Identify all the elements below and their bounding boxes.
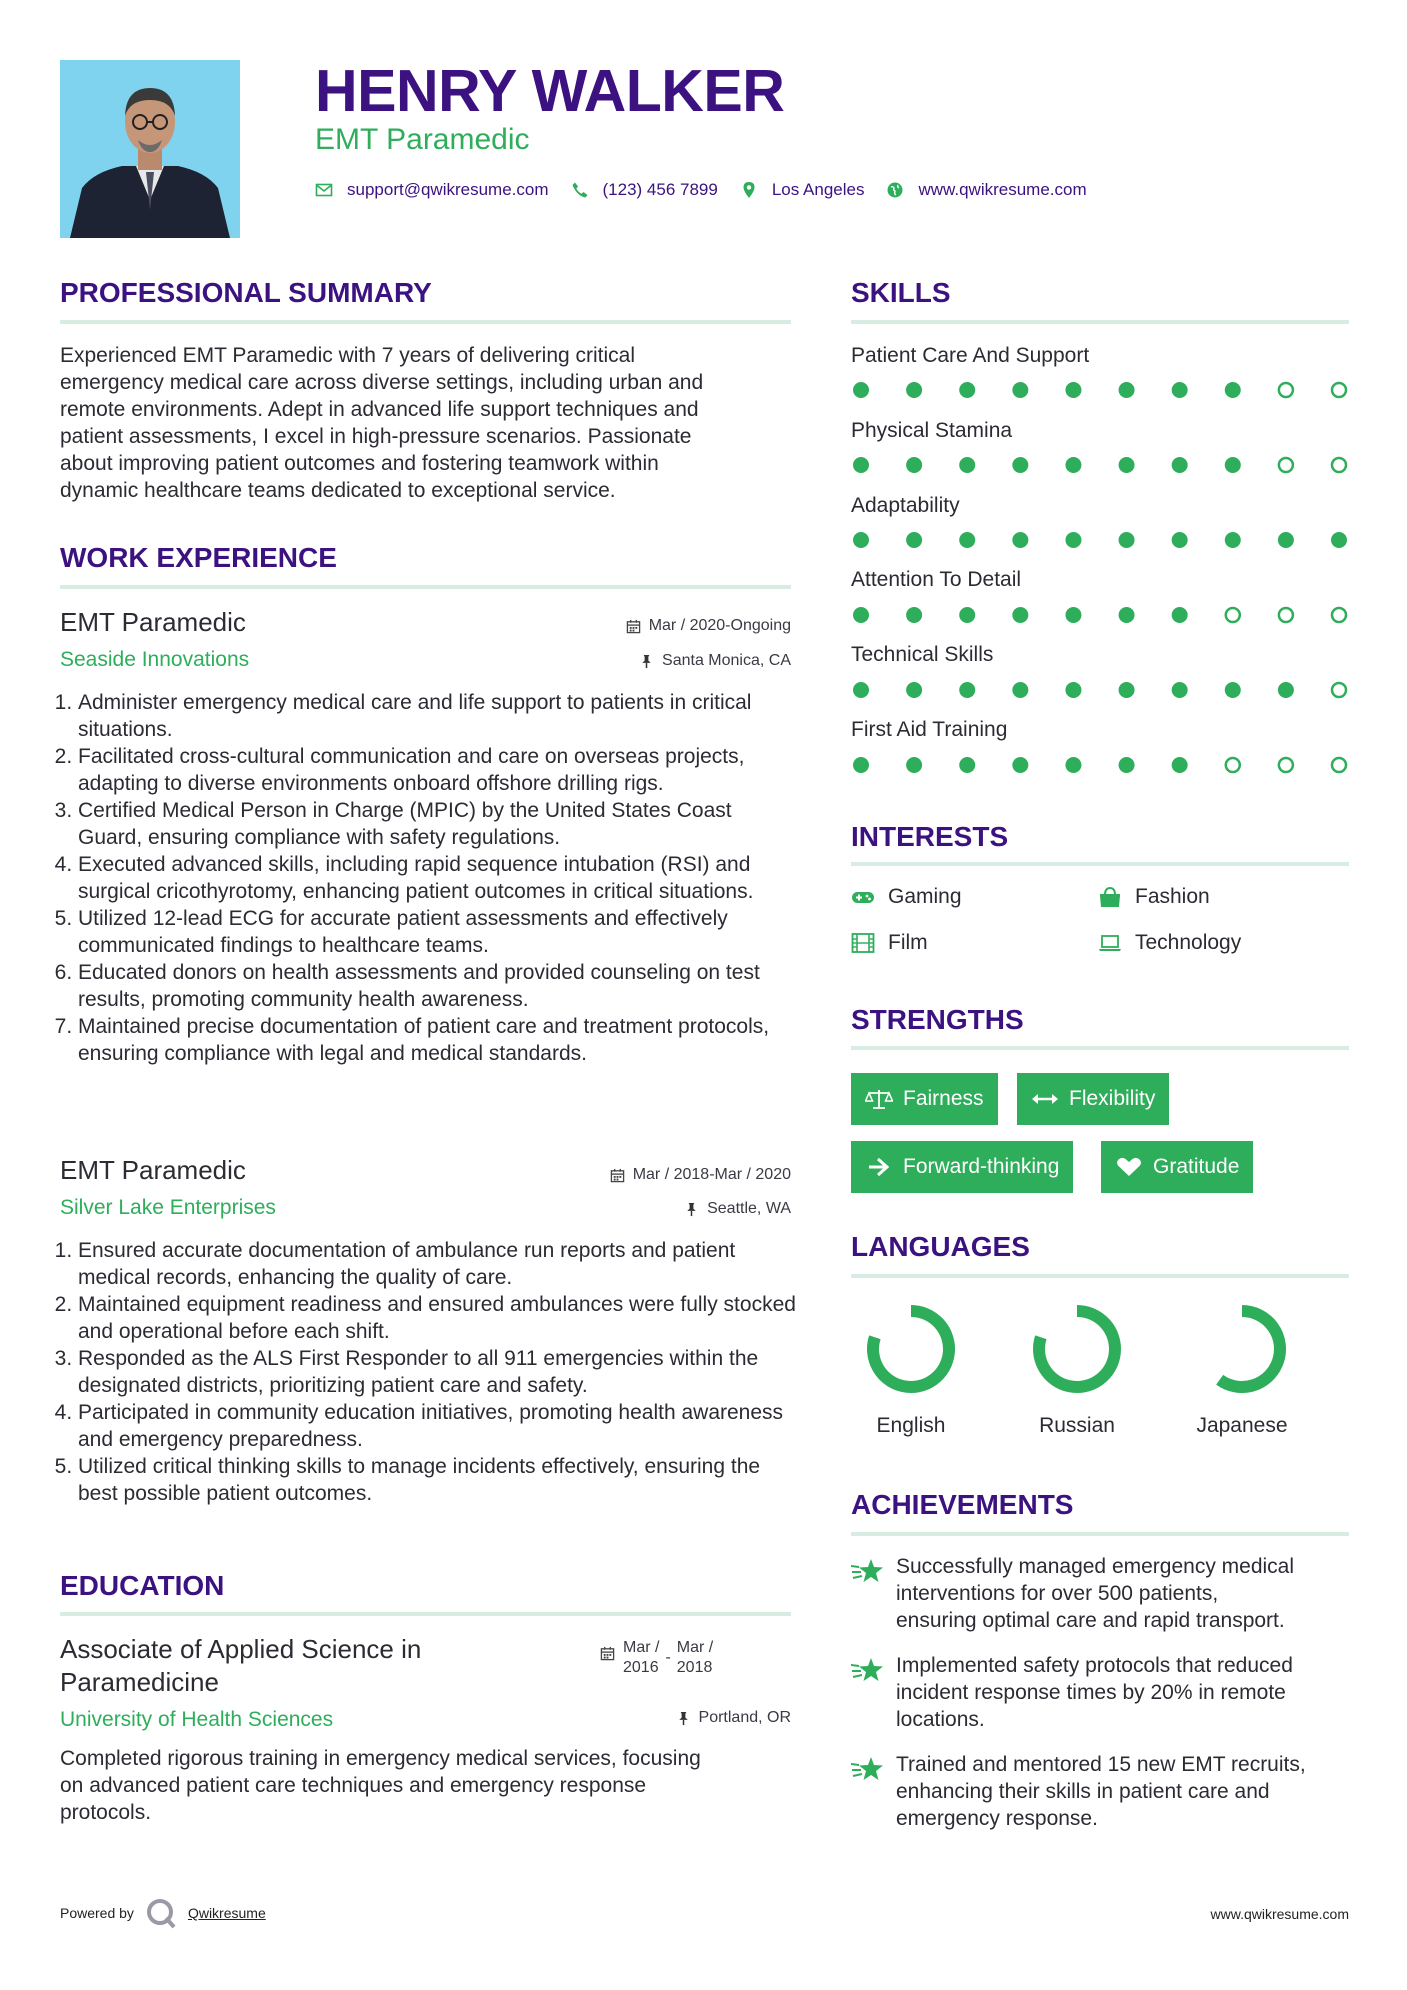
- list-item: 2. Facilitated cross-cultural communication and care on overseas projects, adapting to diverse environments onboard offshore drilling rigs.: [78, 743, 800, 797]
- achievement-line: incident response times by 20% in remote: [896, 1681, 1286, 1704]
- achievement-line: ensuring optimal care and rapid transport.: [896, 1609, 1285, 1632]
- job-title: EMT Paramedic: [60, 607, 246, 637]
- qwikresume-logo-icon: [144, 1896, 178, 1930]
- skill-dot-filled: [1012, 457, 1028, 473]
- strength-badge: [1017, 1073, 1169, 1125]
- contact-phone[interactable]: [571, 180, 718, 200]
- list-item: 6. Educated donors on health assessments and provided counseling on test results, promoting community health awareness.: [78, 959, 800, 1013]
- skill-dot-filled: [959, 607, 975, 623]
- education-line: on advanced patient care techniques and emergency response: [60, 1774, 647, 1797]
- phone-text: (123) 456 7899: [602, 180, 718, 199]
- skill-rating-dots: [851, 679, 1349, 701]
- achievement-line: enhancing their skills in patient care and: [896, 1780, 1270, 1803]
- skill-dot-filled: [1119, 757, 1135, 773]
- skill-dot-filled: [1065, 682, 1081, 698]
- skill-dot-empty: [1279, 608, 1293, 622]
- interest-item: [1098, 929, 1241, 956]
- achievement-line: interventions for over 500 patients,: [896, 1582, 1219, 1605]
- language-proficiency-arc: [873, 1311, 949, 1387]
- summary-line: remote environments. Adept in advanced life support techniques and: [60, 398, 699, 421]
- education-heading: EDUCATION: [60, 1570, 225, 1601]
- calendar-icon: [626, 619, 641, 634]
- skill-dot-filled: [1225, 682, 1241, 698]
- list-item: 1. Ensured accurate documentation of ambulance run reports and patient medical records, enhancing the quality of care.: [78, 1237, 800, 1291]
- interest-label: Film: [888, 931, 928, 954]
- achievements-divider: [851, 1532, 1349, 1536]
- skill-dot-filled: [959, 457, 975, 473]
- job-duties-list: [60, 689, 800, 1067]
- language-proficiency-ring: [1027, 1299, 1127, 1399]
- job-location-text: Santa Monica, CA: [662, 652, 791, 669]
- strength-label: Fairness: [903, 1087, 984, 1110]
- skill-dot-filled: [1172, 757, 1188, 773]
- skill-dot-filled: [1012, 682, 1028, 698]
- end-month: Mar /: [676, 1639, 714, 1656]
- skill-name: First Aid Training: [851, 718, 1008, 741]
- start-year: 2016: [623, 1659, 659, 1676]
- skill-dot-filled: [853, 607, 869, 623]
- skill-name: Physical Stamina: [851, 419, 1013, 442]
- skill-rating-dots: [851, 379, 1349, 401]
- education-location-text: Portland, OR: [698, 1709, 791, 1726]
- education-location: [500, 1708, 791, 1728]
- skill-dot-filled: [906, 532, 922, 548]
- pushpin-icon: [676, 1711, 691, 1726]
- education-divider: [60, 1612, 791, 1616]
- interest-label: Technology: [1135, 931, 1242, 954]
- person-portrait-image: [60, 60, 240, 238]
- map-marker-icon: [740, 181, 758, 199]
- skill-rating-dots: [851, 604, 1349, 626]
- film-icon: [851, 932, 875, 954]
- summary-line: emergency medical care across diverse settings, including urban and: [60, 371, 704, 394]
- strength-badge: [851, 1141, 1073, 1193]
- skill-dot-filled: [1225, 457, 1241, 473]
- language-name: Japanese: [1196, 1414, 1288, 1437]
- language-item: [1167, 1299, 1317, 1439]
- globe-icon: [886, 181, 904, 199]
- language-item: [1002, 1299, 1152, 1439]
- laptop-icon: [1098, 932, 1122, 954]
- skill-dot-empty: [1226, 608, 1240, 622]
- summary-text: [60, 342, 800, 504]
- skill-dot-filled: [1172, 532, 1188, 548]
- skill-dot-filled: [959, 532, 975, 548]
- skills-heading: SKILLS: [851, 277, 951, 308]
- shopping-bag-icon: [1098, 886, 1122, 908]
- job-duties-list: [60, 1237, 800, 1507]
- skill-dot-filled: [959, 682, 975, 698]
- skill-dot-empty: [1332, 383, 1346, 397]
- degree-line: Associate of Applied Science in: [60, 1634, 422, 1664]
- skill-dot-filled: [853, 757, 869, 773]
- list-item: 4. Executed advanced skills, including rapid sequence intubation (RSI) and surgical cricothyrotomy, enhancing patient outcomes in critical situations.: [78, 851, 800, 905]
- achievement-text: [896, 1652, 1351, 1733]
- job-dates: [500, 616, 791, 636]
- skill-dot-empty: [1332, 758, 1346, 772]
- education-start-date: [623, 1638, 659, 1678]
- shooting-star-icon: [851, 1557, 885, 1585]
- profile-photo: [60, 60, 240, 238]
- skill-name: Attention To Detail: [851, 568, 1022, 591]
- skill-dot-filled: [1065, 607, 1081, 623]
- skill-dot-filled: [1225, 382, 1241, 398]
- skill-dot-filled: [1119, 532, 1135, 548]
- language-name: Russian: [1039, 1414, 1115, 1437]
- summary-line: patient assessments, I excel in high-pressure scenarios. Passionate: [60, 425, 692, 448]
- skill-dot-filled: [1119, 607, 1135, 623]
- skill-dot-filled: [1119, 382, 1135, 398]
- languages-divider: [851, 1274, 1349, 1278]
- summary-heading: PROFESSIONAL SUMMARY: [60, 277, 432, 308]
- skill-dot-filled: [853, 532, 869, 548]
- interest-label: Gaming: [888, 885, 962, 908]
- education-end-date: [677, 1638, 713, 1678]
- education-dates: [600, 1638, 713, 1678]
- summary-line: about improving patient outcomes and fostering teamwork within: [60, 452, 659, 475]
- website-text: www.qwikresume.com: [918, 180, 1087, 199]
- contact-bar: [315, 178, 1109, 202]
- education-school: University of Health Sciences: [60, 1708, 334, 1731]
- pushpin-icon: [639, 654, 654, 669]
- shooting-star-icon: [851, 1656, 885, 1684]
- arrows-horizontal-icon: [1031, 1088, 1059, 1110]
- arrow-right-icon: [865, 1156, 893, 1178]
- skill-dot-filled: [1172, 607, 1188, 623]
- skill-rating-dots: [851, 454, 1349, 476]
- achievement-line: Trained and mentored 15 new EMT recruits,: [896, 1753, 1306, 1776]
- experience-divider: [60, 585, 791, 589]
- skill-dot-filled: [1278, 682, 1294, 698]
- skill-name: Adaptability: [851, 494, 960, 517]
- skill-dot-filled: [1172, 457, 1188, 473]
- job-dates: [500, 1165, 791, 1185]
- skill-dot-empty: [1279, 458, 1293, 472]
- skill-dot-filled: [1012, 757, 1028, 773]
- candidate-title: EMT Paramedic: [315, 123, 530, 156]
- skill-dot-filled: [1278, 532, 1294, 548]
- language-item: [836, 1299, 986, 1439]
- interest-item: [851, 883, 962, 910]
- job-location: [500, 1199, 791, 1219]
- skill-dot-filled: [1065, 757, 1081, 773]
- skill-dot-filled: [906, 682, 922, 698]
- location-text: Los Angeles: [771, 180, 865, 199]
- contact-email[interactable]: [315, 180, 549, 200]
- skill-name: Patient Care And Support: [851, 344, 1090, 367]
- experience-heading: WORK EXPERIENCE: [60, 542, 337, 573]
- strength-label: Forward-thinking: [903, 1155, 1060, 1178]
- start-month: Mar /: [623, 1639, 660, 1656]
- calendar-icon: [600, 1646, 615, 1661]
- job-dates-text: Mar / 2018-Mar / 2020: [632, 1166, 791, 1183]
- skill-dot-empty: [1332, 683, 1346, 697]
- education-line: Completed rigorous training in emergency medical services, focusing: [60, 1747, 701, 1770]
- language-proficiency-arc: [1220, 1311, 1280, 1387]
- envelope-icon: [315, 181, 333, 199]
- strength-badge: [1101, 1141, 1253, 1193]
- job-title: EMT Paramedic: [60, 1155, 246, 1185]
- language-proficiency-arc: [1039, 1311, 1115, 1387]
- language-proficiency-ring: [861, 1299, 961, 1399]
- strengths-divider: [851, 1046, 1349, 1050]
- summary-line: Experienced EMT Paramedic with 7 years of delivering critical: [60, 344, 636, 367]
- list-item: 4. Participated in community education initiatives, promoting health awareness and emergency preparedness.: [78, 1399, 800, 1453]
- skill-dot-filled: [1225, 532, 1241, 548]
- interests-divider: [851, 862, 1349, 866]
- achievement-line: emergency response.: [896, 1807, 1098, 1830]
- achievements-heading: ACHIEVEMENTS: [851, 1489, 1074, 1520]
- degree-title: [60, 1633, 580, 1699]
- skill-rating-dots: [851, 754, 1349, 776]
- date-separator: -: [665, 1649, 671, 1666]
- contact-website[interactable]: [886, 180, 1086, 200]
- skill-dot-filled: [959, 757, 975, 773]
- strength-label: Gratitude: [1153, 1155, 1240, 1178]
- list-item: 7. Maintained precise documentation of patient care and treatment protocols, ensuring compliance with legal and medical standards.: [78, 1013, 800, 1067]
- skill-dot-filled: [906, 382, 922, 398]
- skill-dot-empty: [1279, 383, 1293, 397]
- achievement-line: Successfully managed emergency medical: [896, 1555, 1295, 1578]
- interest-item: [1098, 883, 1210, 910]
- language-name: English: [876, 1414, 946, 1437]
- candidate-name: HENRY WALKER: [315, 58, 785, 124]
- skill-dot-filled: [906, 757, 922, 773]
- skill-dot-filled: [853, 382, 869, 398]
- skill-dot-filled: [1065, 532, 1081, 548]
- heart-icon: [1115, 1156, 1143, 1178]
- phone-icon: [571, 181, 589, 199]
- powered-by-text: Powered by: [60, 1905, 134, 1921]
- interest-item: [851, 929, 928, 956]
- skill-dot-empty: [1332, 458, 1346, 472]
- skill-dot-filled: [906, 457, 922, 473]
- job-location-text: Seattle, WA: [707, 1200, 791, 1217]
- degree-line: Paramedicine: [60, 1667, 219, 1697]
- job-dates-text: Mar / 2020-Ongoing: [648, 617, 791, 634]
- skill-dot-filled: [1172, 682, 1188, 698]
- qwikresume-link[interactable]: Qwikresume: [187, 1905, 266, 1921]
- list-item: 3. Responded as the ALS First Responder to all 911 emergencies within the designated districts, prioritizing patient care and safety.: [78, 1345, 800, 1399]
- achievement-text: [896, 1751, 1351, 1832]
- skill-dot-empty: [1226, 758, 1240, 772]
- balance-scale-icon: [865, 1088, 893, 1110]
- job-location: [500, 651, 791, 671]
- skill-dot-filled: [853, 457, 869, 473]
- skill-rating-dots: [851, 529, 1349, 551]
- list-item: 5. Utilized critical thinking skills to manage incidents effectively, ensuring the best possible patient outcomes.: [78, 1453, 800, 1507]
- end-year: 2018: [676, 1659, 713, 1676]
- skill-dot-filled: [1012, 382, 1028, 398]
- summary-divider: [60, 320, 791, 324]
- list-item: 2. Maintained equipment readiness and ensured ambulances were fully stocked and operational before each shift.: [78, 1291, 800, 1345]
- skill-dot-filled: [1331, 532, 1347, 548]
- education-line: protocols.: [60, 1801, 152, 1824]
- achievement-text: [896, 1553, 1351, 1634]
- skill-dot-empty: [1332, 608, 1346, 622]
- skill-dot-filled: [1172, 382, 1188, 398]
- footer-powered-by: [60, 1896, 266, 1930]
- interest-label: Fashion: [1135, 885, 1210, 908]
- skill-dot-filled: [853, 682, 869, 698]
- list-item: 3. Certified Medical Person in Charge (MPIC) by the United States Coast Guard, ensuring compliance with safety regulations.: [78, 797, 800, 851]
- achievement-line: locations.: [896, 1708, 985, 1731]
- summary-line: dynamic healthcare teams dedicated to exceptional service.: [60, 479, 616, 502]
- strength-badge: [851, 1073, 998, 1125]
- strengths-heading: STRENGTHS: [851, 1004, 1024, 1035]
- skills-divider: [851, 320, 1349, 324]
- skill-name: Technical Skills: [851, 643, 994, 666]
- list-item: 1. Administer emergency medical care and life support to patients in critical situations.: [78, 689, 800, 743]
- pushpin-icon: [684, 1202, 699, 1217]
- languages-heading: LANGUAGES: [851, 1231, 1030, 1262]
- skill-dot-filled: [1065, 457, 1081, 473]
- gamepad-icon: [851, 886, 875, 908]
- email-text: support@qwikresume.com: [347, 180, 549, 199]
- interests-heading: INTERESTS: [851, 821, 1009, 852]
- skill-dot-filled: [1119, 457, 1135, 473]
- education-description: [60, 1745, 800, 1826]
- strength-label: Flexibility: [1069, 1087, 1156, 1110]
- achievement-line: Implemented safety protocols that reduced: [896, 1654, 1293, 1677]
- skill-dot-filled: [1012, 532, 1028, 548]
- job-company: Seaside Innovations: [60, 648, 250, 671]
- skill-dot-filled: [1012, 607, 1028, 623]
- language-proficiency-ring: [1192, 1299, 1292, 1399]
- contact-location: [740, 180, 865, 200]
- shooting-star-icon: [851, 1755, 885, 1783]
- footer-website[interactable]: www.qwikresume.com: [1210, 1906, 1349, 1922]
- skill-dot-empty: [1279, 758, 1293, 772]
- skill-dot-filled: [906, 607, 922, 623]
- job-company: Silver Lake Enterprises: [60, 1196, 276, 1219]
- skill-dot-filled: [1065, 382, 1081, 398]
- calendar-icon: [610, 1168, 625, 1183]
- skill-dot-filled: [959, 382, 975, 398]
- list-item: 5. Utilized 12-lead ECG for accurate patient assessments and effectively communicated findings to healthcare teams.: [78, 905, 800, 959]
- skill-dot-filled: [1119, 682, 1135, 698]
